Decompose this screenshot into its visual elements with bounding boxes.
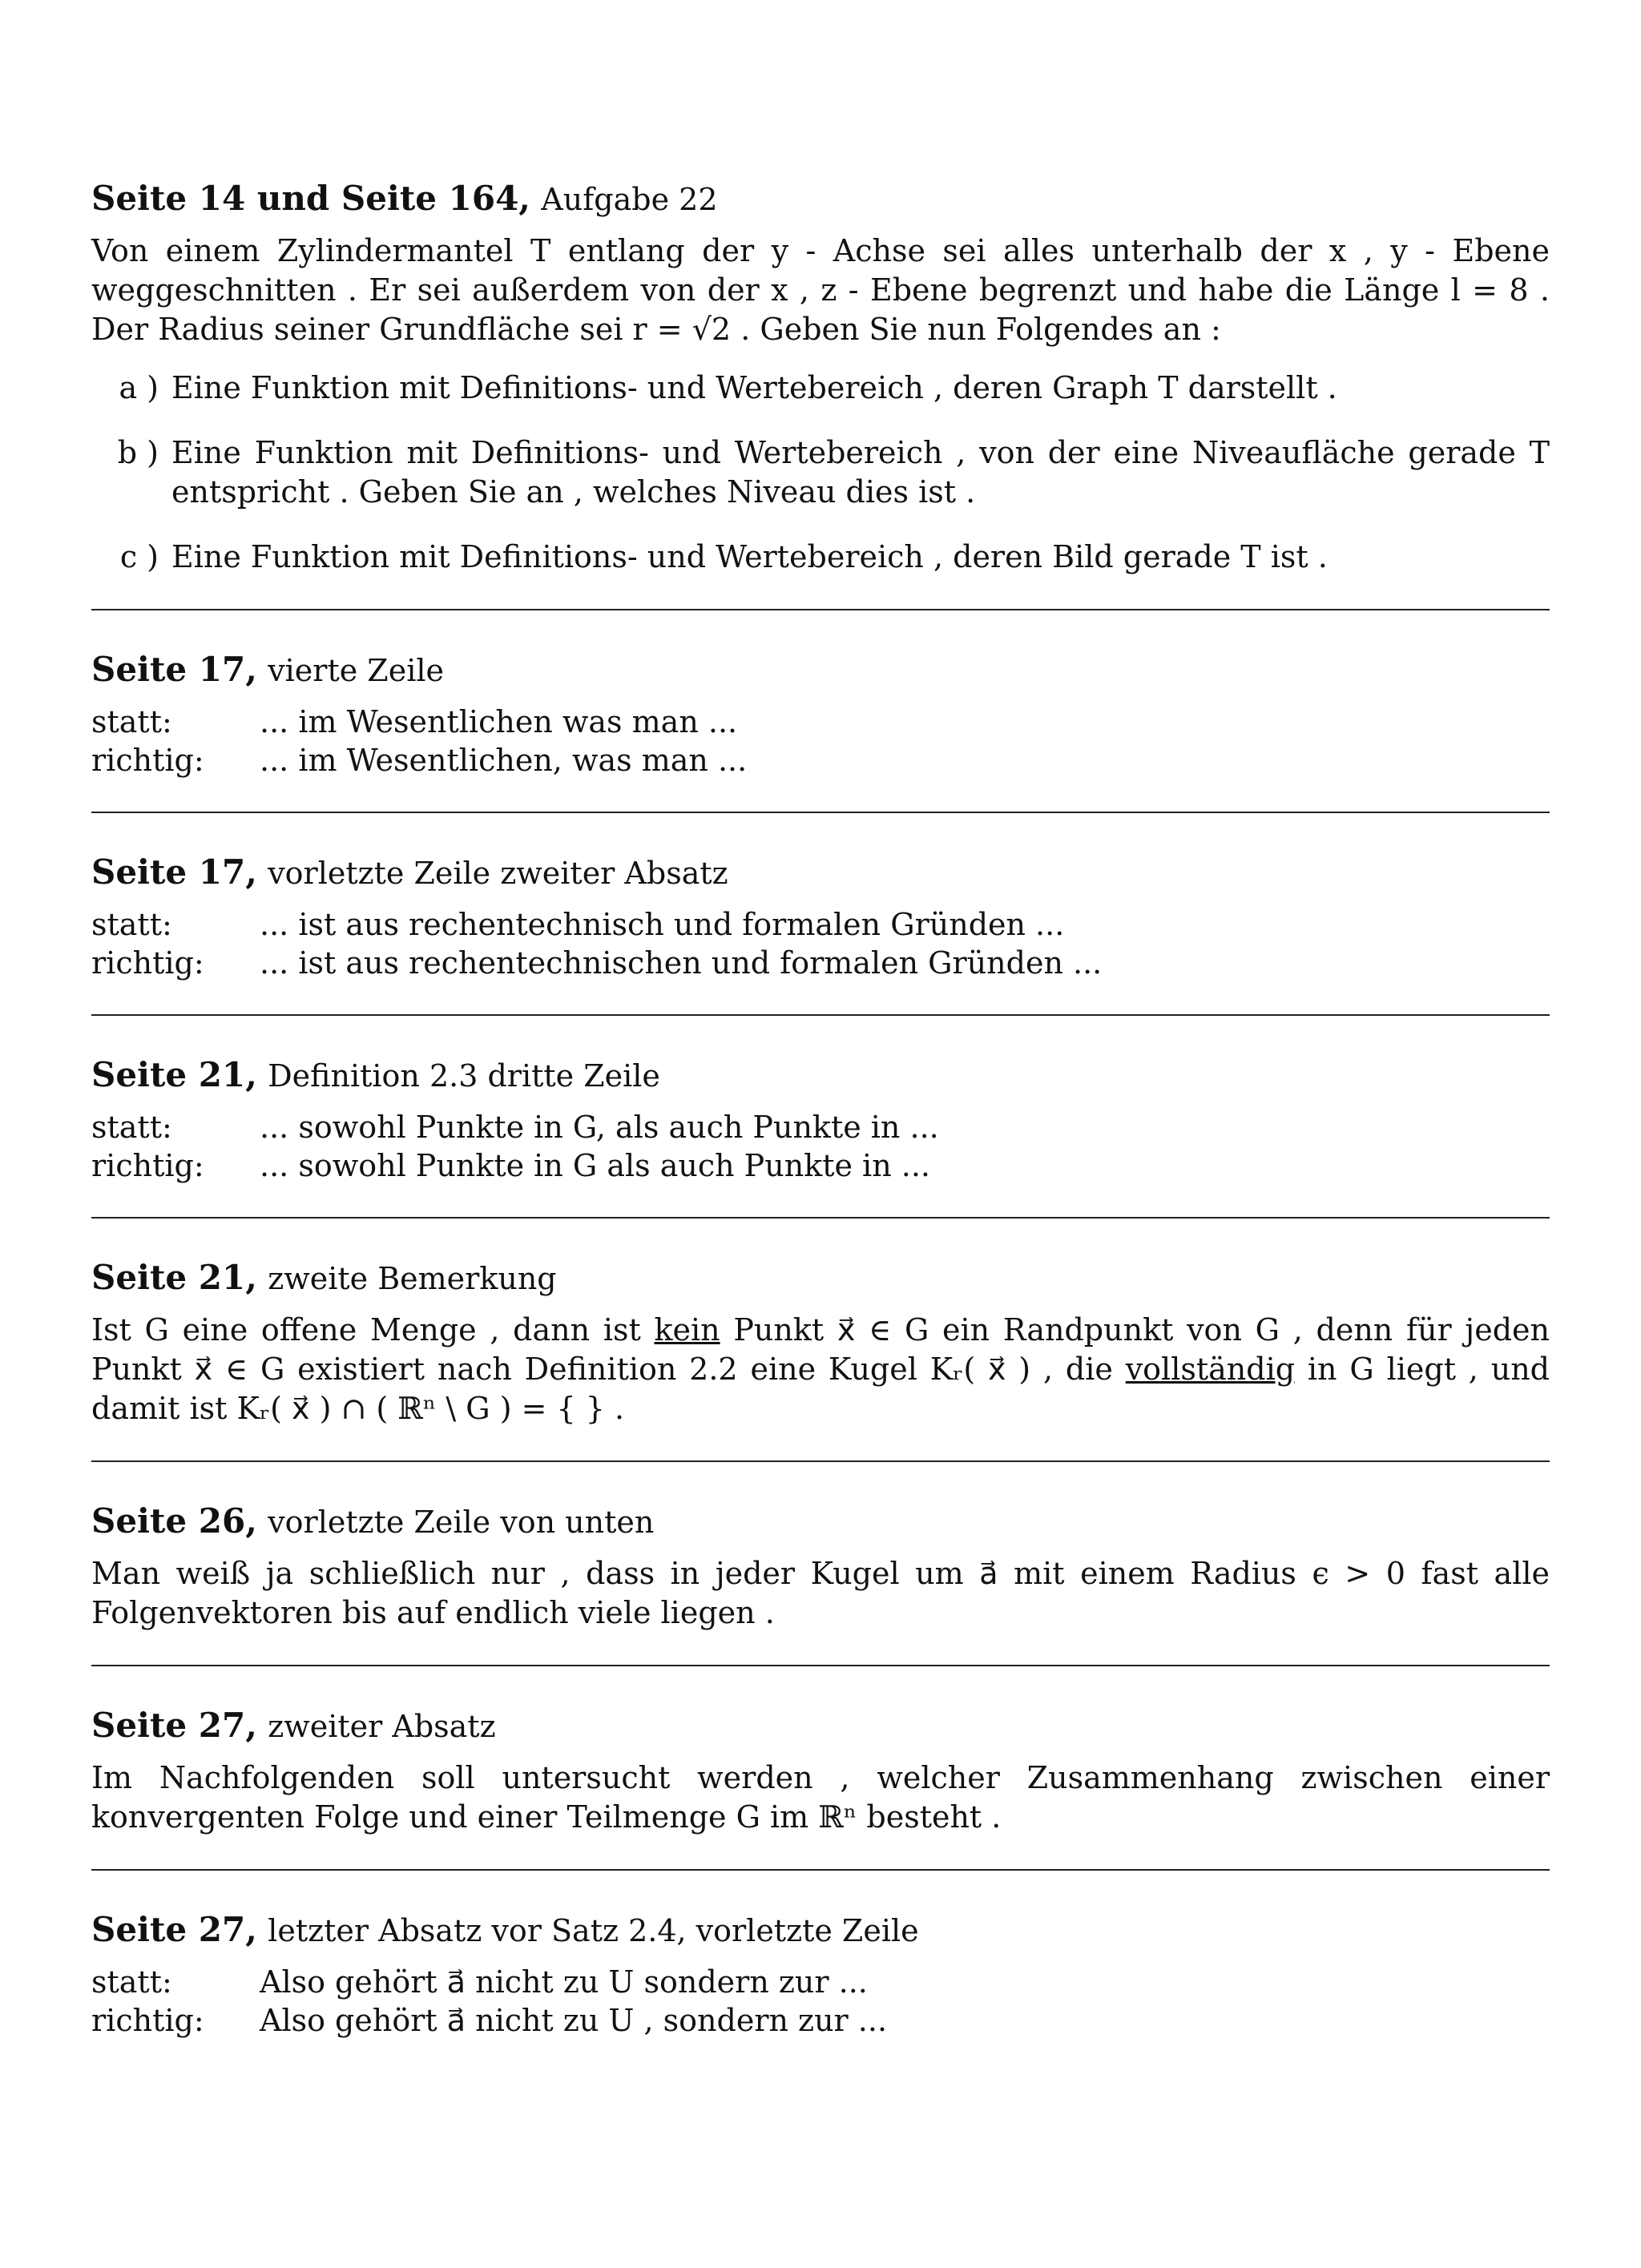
statt-label: statt: bbox=[91, 1964, 172, 2000]
richtig-text: ... im Wesentlichen, was man ... bbox=[260, 743, 748, 778]
heading-detail: Aufgabe 22 bbox=[541, 182, 718, 217]
section-seite-21-b bbox=[91, 1257, 1550, 1428]
statt-text: ... ist aus rechentechnisch und formalen Gründen ... bbox=[260, 907, 1065, 942]
section-heading bbox=[91, 1909, 1550, 1952]
heading-location: Seite 26, bbox=[91, 1501, 257, 1541]
heading-location: Seite 21, bbox=[91, 1055, 257, 1094]
correction-table bbox=[91, 703, 1550, 779]
richtig-text: ... ist aus rechentechnischen und formalen Gründen ... bbox=[260, 945, 1103, 981]
statt-label: statt: bbox=[91, 1110, 172, 1145]
statt-text: ... im Wesentlichen was man ... bbox=[260, 704, 738, 739]
heading-detail: letzter Absatz vor Satz 2.4, vorletzte Zeile bbox=[268, 1913, 919, 1948]
statt-label: statt: bbox=[91, 907, 172, 942]
heading-location: Seite 17, bbox=[91, 852, 257, 892]
richtig-label: richtig: bbox=[91, 743, 204, 778]
heading-location: Seite 17, bbox=[91, 650, 257, 689]
section-body bbox=[91, 1311, 1550, 1428]
section-body bbox=[91, 232, 1550, 349]
task-item-label: b ) bbox=[117, 435, 159, 470]
remark-text bbox=[91, 1311, 1550, 1428]
heading-detail: Definition 2.3 dritte Zeile bbox=[268, 1058, 660, 1094]
section-divider bbox=[91, 1460, 1550, 1462]
section-seite-26 bbox=[91, 1501, 1550, 1633]
heading-detail: vorletzte Zeile zweiter Absatz bbox=[268, 856, 728, 891]
task-item-b bbox=[91, 433, 1550, 512]
correction-table bbox=[91, 1963, 1550, 2040]
heading-detail: zweiter Absatz bbox=[268, 1709, 496, 1744]
section-seite-17-a bbox=[91, 649, 1550, 779]
underlined-word-vollstaendig: vollständig bbox=[1125, 1352, 1296, 1387]
task-item-text: Eine Funktion mit Definitions- und Wertebereich , deren Bild gerade T ist . bbox=[171, 539, 1328, 574]
section-heading bbox=[91, 178, 1550, 220]
task-item-c bbox=[91, 538, 1550, 577]
section-heading bbox=[91, 1257, 1550, 1299]
section-seite-27-b bbox=[91, 1909, 1550, 2040]
task-item-text: Eine Funktion mit Definitions- und Wertebereich , von der eine Niveaufläche gerade T entspricht . Geben Sie an , welches Niveau dies ist . bbox=[171, 435, 1550, 510]
richtig-label: richtig: bbox=[91, 945, 204, 981]
section-heading bbox=[91, 1501, 1550, 1543]
section-aufgabe-22 bbox=[91, 178, 1550, 577]
section-seite-17-b bbox=[91, 852, 1550, 982]
correction-table bbox=[91, 1108, 1550, 1185]
correction-table bbox=[91, 905, 1550, 982]
richtig-label: richtig: bbox=[91, 2003, 204, 2038]
section-divider bbox=[91, 609, 1550, 610]
section-heading bbox=[91, 649, 1550, 691]
section-seite-27-a bbox=[91, 1705, 1550, 1837]
section-body bbox=[91, 1758, 1550, 1837]
heading-detail: zweite Bemerkung bbox=[268, 1261, 557, 1296]
richtig-text: Also gehört a⃗ nicht zu U , sondern zur ... bbox=[260, 2003, 888, 2038]
task-intro: Von einem Zylindermantel T entlang der y - Achse sei alles unterhalb der x , y - Ebene weggeschnitten . Er sei außerdem von der x , z - Ebene begrenzt und habe die Länge l = 8 . Der Radius seiner Grundfläche sei r = √2 . Geben Sie nun Folgendes an : bbox=[91, 233, 1550, 347]
remark-part: in G liegt , und damit ist Kᵣ( x⃗ ) ∩ ( ℝⁿ \ G ) = { } . bbox=[91, 1352, 1550, 1426]
section-divider bbox=[91, 812, 1550, 813]
section-heading bbox=[91, 852, 1550, 894]
task-item-label: c ) bbox=[119, 539, 159, 574]
section-divider bbox=[91, 1869, 1550, 1871]
statt-text: Also gehört a⃗ nicht zu U sondern zur ... bbox=[260, 1964, 868, 2000]
section-divider bbox=[91, 1014, 1550, 1016]
section-heading bbox=[91, 1054, 1550, 1097]
task-item-a bbox=[91, 369, 1550, 408]
document-page bbox=[91, 178, 1550, 2040]
statt-label: statt: bbox=[91, 704, 172, 739]
task-item-text: Eine Funktion mit Definitions- und Wertebereich , deren Graph T darstellt . bbox=[171, 370, 1337, 405]
heading-detail: vierte Zeile bbox=[268, 653, 444, 688]
section-seite-21-a bbox=[91, 1054, 1550, 1185]
task-list bbox=[91, 369, 1550, 577]
section-divider bbox=[91, 1217, 1550, 1219]
remark-part: Punkt x⃗ ∈ G ein Randpunkt von G , denn für jeden Punkt x⃗ ∈ G existiert nach Definition 2.2 eine Kugel Kᵣ( x⃗ ) , die bbox=[91, 1312, 1550, 1387]
section-divider bbox=[91, 1665, 1550, 1666]
richtig-label: richtig: bbox=[91, 1148, 204, 1183]
section-body bbox=[91, 1554, 1550, 1633]
statt-text: ... sowohl Punkte in G, als auch Punkte in ... bbox=[260, 1110, 939, 1145]
richtig-text: ... sowohl Punkte in G als auch Punkte in ... bbox=[260, 1148, 931, 1183]
heading-location: Seite 27, bbox=[91, 1706, 257, 1745]
section-heading bbox=[91, 1705, 1550, 1747]
heading-location: Seite 21, bbox=[91, 1258, 257, 1297]
correction-paragraph: Man weiß ja schließlich nur , dass in jeder Kugel um a⃗ mit einem Radius ϵ > 0 fast alle Folgenvektoren bis auf endlich viele liegen . bbox=[91, 1556, 1550, 1630]
heading-location: Seite 27, bbox=[91, 1910, 257, 1949]
remark-part: Ist G eine offene Menge , dann ist bbox=[91, 1312, 655, 1348]
heading-detail: vorletzte Zeile von unten bbox=[268, 1505, 655, 1540]
heading-location: Seite 14 und Seite 164, bbox=[91, 179, 530, 218]
underlined-word-kein: kein bbox=[654, 1312, 720, 1348]
task-item-label: a ) bbox=[119, 370, 159, 405]
correction-paragraph: Im Nachfolgenden soll untersucht werden , welcher Zusammenhang zwischen einer konvergenten Folge und einer Teilmenge G im ℝⁿ besteht . bbox=[91, 1760, 1550, 1835]
